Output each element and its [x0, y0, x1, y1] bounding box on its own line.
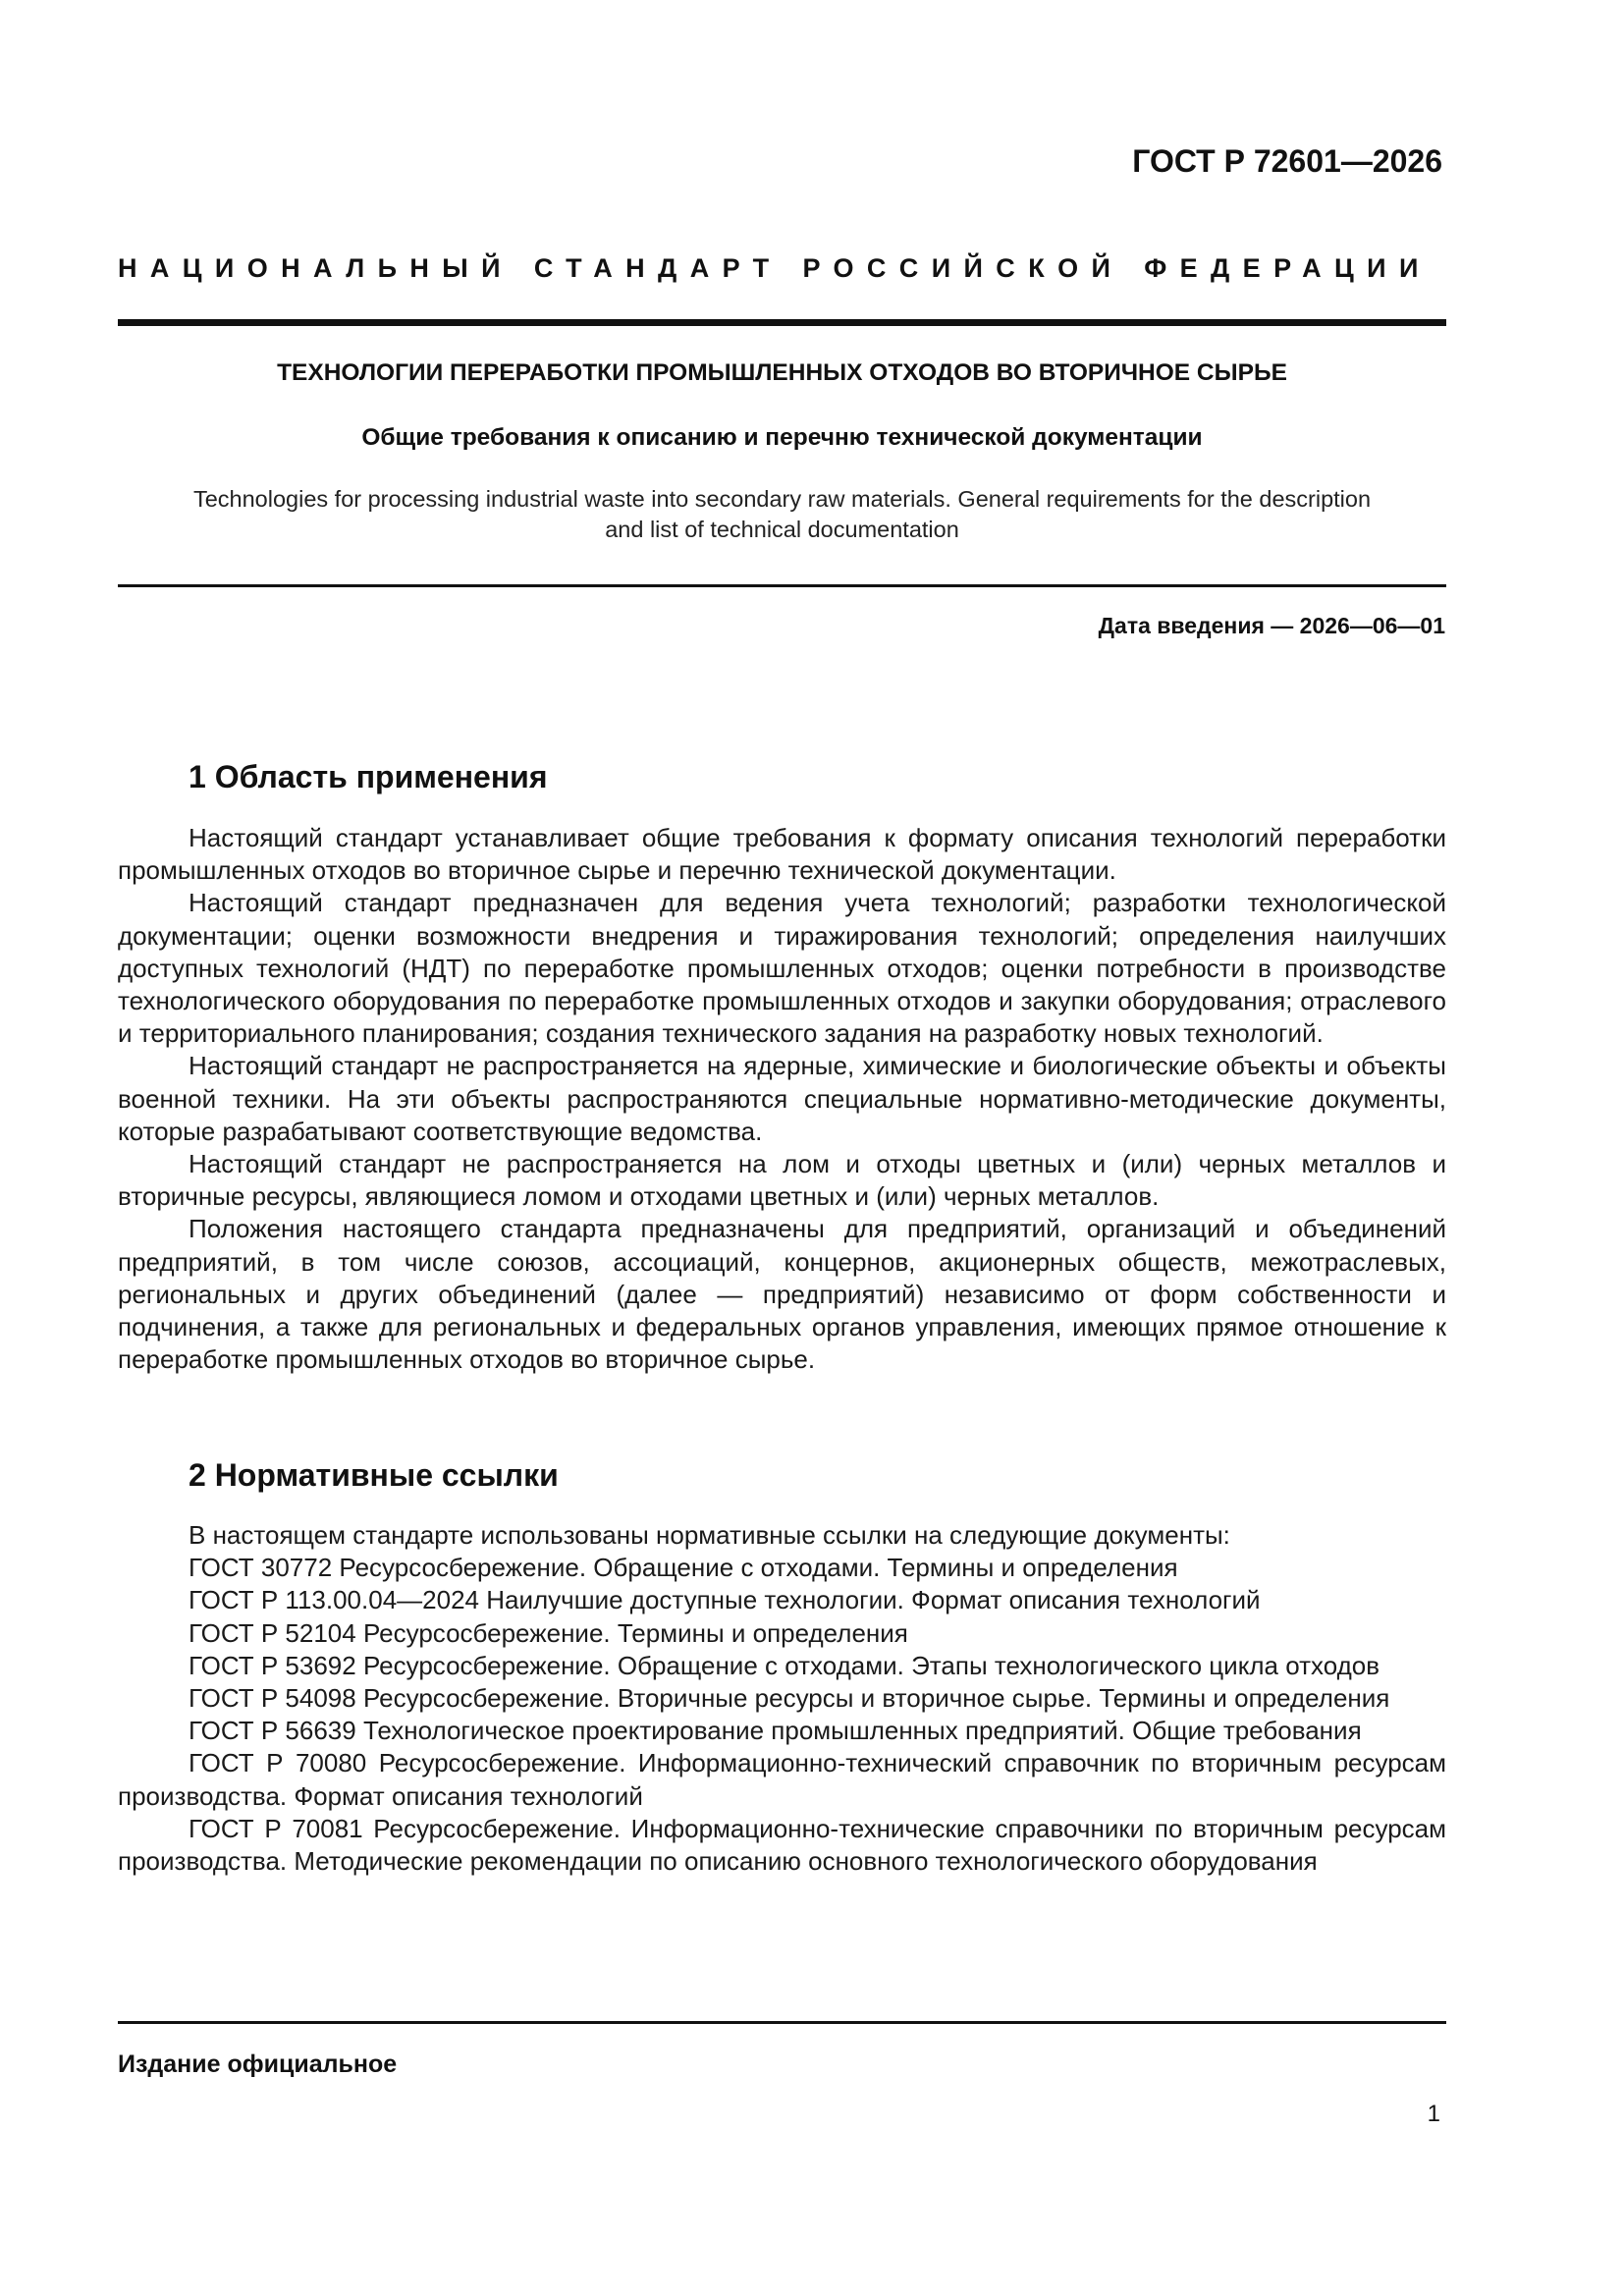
paragraph: Настоящий стандарт не распространяется на лом и отходы цветных и (или) черных металлов и вторичные ресурсы, являющиеся ломом и отходами цветных и (или) черных металлов. — [118, 1149, 1446, 1212]
document-code: ГОСТ Р 72601—2026 — [1132, 143, 1442, 179]
header-rule — [118, 319, 1446, 326]
effective-date: Дата введения — 2026—06—01 — [1098, 613, 1445, 638]
title-ru: ТЕХНОЛОГИИ ПЕРЕРАБОТКИ ПРОМЫШЛЕННЫХ ОТХОДОВ ВО ВТОРИЧНОЕ СЫРЬЕ — [277, 359, 1287, 386]
subtitle-ru: Общие требования к описанию и перечню технической документации — [361, 424, 1203, 451]
paragraph: В настоящем стандарте использованы нормативные ссылки на следующие документы: — [189, 1520, 1230, 1550]
official-edition-label: Издание официальное — [118, 2050, 398, 2078]
reference-item: ГОСТ Р 70081 Ресурсосбережение. Информационно-технические справочники по вторичным ресурсам производства. Методические рекомендации по описанию основного технологического оборудования — [118, 1813, 1446, 1877]
paragraph: Настоящий стандарт не распространяется на ядерные, химические и биологические объекты и объекты военной техники. На эти объекты распространяются специальные нормативно-методические документы, которые разрабатывают соответствующие ведомства. — [118, 1051, 1446, 1146]
page-number: 1 — [1427, 2101, 1440, 2127]
reference-item: ГОСТ Р 56639 Технологическое проектирование промышленных предприятий. Общие требования — [189, 1716, 1362, 1746]
title-en-line-2: and list of technical documentation — [605, 517, 959, 542]
reference-item: ГОСТ Р 113.00.04—2024 Наилучшие доступные технологии. Формат описания технологий — [189, 1585, 1261, 1615]
standard-type-header: НАЦИОНАЛЬНЫЙ СТАНДАРТ РОССИЙСКОЙ ФЕДЕРАЦИИ — [118, 253, 1432, 283]
reference-item: ГОСТ Р 52104 Ресурсосбережение. Термины и определения — [189, 1617, 908, 1648]
footer-rule — [118, 2021, 1446, 2024]
title-rule — [118, 584, 1446, 587]
title-en — [118, 484, 1446, 545]
reference-item: ГОСТ Р 53692 Ресурсосбережение. Обращение с отходами. Этапы технологического цикла отходов — [189, 1650, 1380, 1680]
reference-item: ГОСТ Р 70080 Ресурсосбережение. Информационно-технический справочник по вторичным ресурсам производства. Формат описания технологий — [118, 1748, 1446, 1811]
reference-item: ГОСТ Р 54098 Ресурсосбережение. Вторичные ресурсы и вторичное сырье. Термины и определения — [189, 1683, 1390, 1714]
section-body-references — [118, 1519, 1446, 1878]
reference-item: ГОСТ 30772 Ресурсосбережение. Обращение с отходами. Термины и определения — [189, 1553, 1178, 1583]
title-en-line-1: Technologies for processing industrial waste into secondary raw materials. General requirements for the description — [192, 486, 1372, 512]
paragraph: Положения настоящего стандарта предназначены для предприятий, организаций и объединений предприятий, в том числе союзов, ассоциаций, концернов, акционерных обществ, межотраслевых, региональных и других объединений (далее — предприятий) независимо от форм собственности и подчинения, а также для региональных и федеральных органов управления, имеющих прямое отношение к переработке промышленных отходов во вторичное сырье. — [118, 1214, 1446, 1375]
section-body-scope — [118, 822, 1446, 1376]
paragraph: Настоящий стандарт предназначен для ведения учета технологий; разработки технологической документации; оценки возможности внедрения и тиражирования технологий; определения наилучших доступных технологий (НДТ) по переработке промышленных отходов; оценки потребности в производстве технологического оборудования по переработке промышленных отходов и закупки оборудования; отраслевого и территориального планирования; создания технического задания на разработку новых технологий. — [118, 888, 1446, 1049]
section-heading-references: 2 Нормативные ссылки — [189, 1457, 559, 1493]
section-heading-scope: 1 Область применения — [189, 759, 548, 794]
paragraph: Настоящий стандарт устанавливает общие требования к формату описания технологий переработки промышленных отходов во вторичное сырье и перечню технической документации. — [118, 823, 1446, 886]
